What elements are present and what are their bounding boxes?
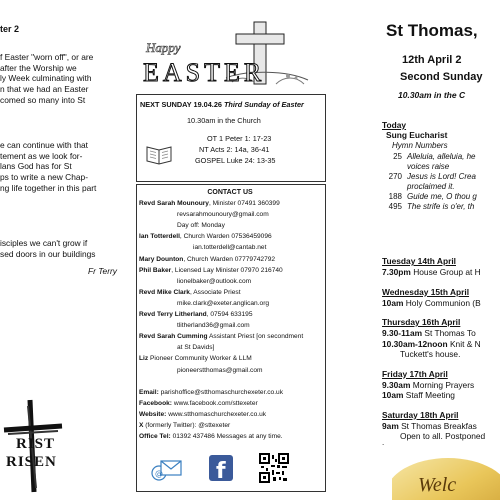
contact-detail: , 07594 633195	[206, 311, 253, 318]
welcome-text: Welc	[418, 474, 457, 496]
contact-line	[139, 332, 303, 342]
contact-name: Liz	[139, 355, 149, 363]
contact-detail: , Church Warden 07779742792	[183, 255, 276, 263]
hymn-numbers-heading: Hymn Numbers	[392, 141, 448, 150]
contact-line	[177, 277, 251, 287]
contact-line	[177, 321, 250, 331]
welcome-banner	[392, 454, 500, 500]
facebook-glyph: f	[216, 459, 226, 483]
event-item	[382, 380, 474, 390]
contact-detail: tlitherland36@gmail.com	[177, 322, 250, 330]
church-title: St Thomas,	[386, 21, 478, 40]
contact-detail: Pioneer Community Worker & LLM	[148, 355, 252, 363]
next-sunday-date: NEXT SUNDAY 19.04.26	[140, 100, 222, 109]
hymn-title: Jesus is Lord! Crea	[407, 172, 476, 181]
paragraph-line: tement as we look for-	[0, 150, 83, 161]
newsletter-middle-column	[136, 0, 326, 500]
reading-ot: OT 1 Peter 1: 17-23	[207, 134, 272, 143]
event-item	[382, 421, 477, 431]
signature: Fr Terry	[87, 266, 117, 276]
event-text: House Group at H	[410, 267, 481, 277]
contact-name: Revd Terry Litherland	[139, 311, 207, 318]
contact-line	[139, 421, 230, 431]
contact-detail: ian.totterdell@cantab.net	[193, 244, 267, 252]
contact-detail: www.facebook.com/sttexeter	[171, 399, 258, 407]
contact-line	[139, 410, 266, 420]
event-text: Staff Meeting	[403, 390, 455, 400]
event-item	[400, 349, 460, 359]
event-item	[400, 431, 485, 441]
open-bible-icon	[145, 141, 173, 165]
happy-word: Happy	[146, 40, 181, 55]
paragraph-line: sed doors in our buildings	[0, 248, 96, 259]
hymn-entry	[388, 152, 476, 162]
hymn-title: Guide me, O thou g	[407, 192, 477, 201]
event-item	[382, 339, 481, 349]
contact-line	[139, 399, 258, 409]
bulletin-date: 12th April 2	[402, 54, 462, 66]
logo-text-line-1: RIST	[16, 436, 56, 452]
contact-detail: pioneerstthomas@gmail.com	[177, 366, 263, 374]
left-heading: ter 2	[0, 24, 20, 34]
hymn-number: 495	[388, 202, 402, 211]
contact-name: Website:	[139, 410, 167, 418]
contact-detail: www.stthomaschurchexeter.co.uk	[166, 410, 267, 418]
event-text: Open to all. Postponed	[400, 431, 486, 441]
contact-detail: revsarahmounoury@gmail.com	[177, 211, 269, 219]
event-item	[382, 298, 481, 308]
hymn-number: 188	[388, 192, 402, 201]
event-time: 9.30am	[382, 379, 411, 390]
paragraph-line: isciples we can't grow if	[0, 238, 88, 248]
today-service: Sung Eucharist	[386, 130, 448, 140]
today-heading: Today	[382, 120, 407, 130]
contact-name: Revd Sarah Cumming	[139, 333, 208, 341]
event-time: 10am	[382, 390, 404, 400]
christ-is-risen-logo	[0, 396, 100, 496]
contact-name: Office Tel:	[139, 433, 171, 441]
event-day: Tuesday 14th April	[382, 256, 456, 266]
hymn-title: Alleluia, alleluia, he	[407, 152, 476, 161]
contact-name: Facebook:	[139, 399, 172, 407]
service-time-line: 10.30am in the C	[398, 90, 466, 100]
paragraph-line: after the Worship we	[0, 62, 77, 73]
contact-line	[177, 366, 263, 376]
mail-icon	[149, 455, 183, 483]
newsletter-left-column	[0, 0, 133, 500]
hymn-title-continued: proclaimed it.	[407, 182, 455, 191]
next-sunday-box	[136, 94, 326, 182]
happy-easter-banner	[136, 18, 326, 88]
hymn-number: 25	[393, 152, 402, 161]
contact-name: Email:	[139, 388, 159, 396]
contact-name: X	[139, 422, 144, 429]
hymn-entry	[388, 202, 474, 212]
contact-name: Mary Dounton	[139, 255, 184, 263]
hymn-entry	[388, 192, 477, 202]
contact-line	[139, 388, 283, 398]
event-day: Wednesday 15th April	[382, 286, 470, 297]
contact-line	[177, 343, 214, 353]
hymn-number: 270	[388, 172, 402, 181]
contact-detail: parishoffice@stthomaschurchexeter.co.uk	[158, 388, 284, 396]
contact-detail: lionelbaker@outlook.com	[177, 277, 252, 285]
facebook-icon	[207, 453, 235, 483]
paragraph-line: ng life together in this part	[0, 182, 97, 193]
contact-line	[139, 255, 275, 265]
paragraph-line: ly Week culminating with	[0, 73, 92, 84]
event-time: 10am	[382, 297, 404, 308]
hymn-title-continued: voices raise	[407, 162, 450, 171]
event-item	[382, 390, 455, 400]
event-text: St Thomas Breakfas	[398, 420, 477, 431]
reading-gospel: GOSPEL Luke 24: 13-35	[195, 156, 276, 165]
bullet-dot: .	[382, 438, 385, 447]
left-paragraph-3	[0, 238, 95, 259]
paragraph-line: f Easter "worn off", or are	[0, 52, 94, 62]
hymn-entry	[388, 172, 476, 182]
event-day: Thursday 16th April	[382, 317, 461, 327]
contact-detail: , Church Warden 07536459096	[179, 233, 272, 241]
contact-line	[139, 232, 272, 242]
event-time: 10.30am-12noon	[382, 338, 448, 349]
contact-name: Revd Sarah Mounoury	[139, 200, 209, 207]
event-item	[382, 267, 481, 277]
hymn-title: The strife is o'er, th	[407, 202, 475, 211]
contact-line	[177, 221, 225, 231]
paragraph-line: ps to write a new Chap-	[0, 172, 88, 183]
contact-us-box	[136, 184, 326, 492]
contact-heading: CONTACT US	[207, 189, 253, 196]
contact-detail: Assistant Priest [on secondment	[207, 333, 304, 341]
contact-line	[139, 354, 252, 364]
left-paragraph-2	[0, 140, 96, 194]
second-sunday-heading: Second Sunday	[400, 71, 483, 83]
paragraph-line: e can continue with that	[0, 140, 88, 150]
contact-line	[139, 288, 241, 298]
paragraph-line: comed so many into St	[0, 94, 86, 105]
contact-line	[139, 432, 283, 442]
event-text: Tuckett's house.	[400, 349, 461, 359]
logo-text-line-2: RISEN	[6, 454, 57, 470]
contact-line	[139, 310, 253, 320]
contact-line	[139, 266, 283, 276]
event-text: St Thomas To	[422, 328, 476, 338]
event-text: Morning Prayers	[410, 379, 475, 390]
qr-code-icon	[259, 453, 289, 483]
contact-name: Phil Baker	[139, 266, 172, 274]
contact-detail: (formerly Twitter): @sttexeter	[143, 422, 231, 429]
contact-name: Ian Totterdell	[139, 233, 180, 241]
paragraph-line: lans God has for St	[0, 161, 72, 172]
contact-line	[193, 243, 266, 253]
left-paragraph-1	[0, 52, 93, 106]
footer-icons	[145, 453, 317, 485]
event-time: 9am	[382, 420, 399, 431]
contact-line	[177, 299, 269, 309]
contact-detail: Day off: Monday	[177, 222, 225, 230]
easter-word: EASTER	[143, 58, 266, 87]
reading-nt: NT Acts 2: 14a, 36-41	[199, 145, 270, 154]
svg-text:@: @	[155, 469, 163, 478]
contact-line	[177, 210, 269, 220]
contact-detail: , Associate Priest	[189, 288, 241, 296]
event-day: Saturday 18th April	[382, 409, 459, 420]
event-text: Knit & N	[447, 338, 481, 349]
event-item	[382, 328, 476, 338]
contact-line	[139, 199, 280, 209]
contact-detail: , Minister 07491 360399	[208, 200, 280, 207]
contact-detail: at St Davids]	[177, 344, 215, 352]
contact-detail: 01392 437486 Messages at any time.	[170, 433, 283, 441]
event-day: Friday 17th April	[382, 368, 448, 379]
next-sunday-title: Third Sunday of Easter	[223, 100, 304, 109]
event-time: 7.30pm	[382, 267, 411, 277]
paragraph-line: n that we had an Easter	[0, 84, 89, 95]
contact-detail: mike.clark@exeter.anglican.org	[177, 299, 270, 307]
next-sunday-service: 10.30am in the Church	[187, 116, 261, 125]
next-sunday-label	[140, 100, 304, 109]
newsletter-right-column	[378, 0, 500, 500]
event-text: Holy Communion (B	[403, 297, 481, 308]
event-time: 9.30-11am	[382, 328, 423, 338]
contact-name: Revd Mike Clark	[139, 288, 190, 296]
contact-detail: , Licensed Lay Minister 07970 216740	[171, 266, 283, 274]
